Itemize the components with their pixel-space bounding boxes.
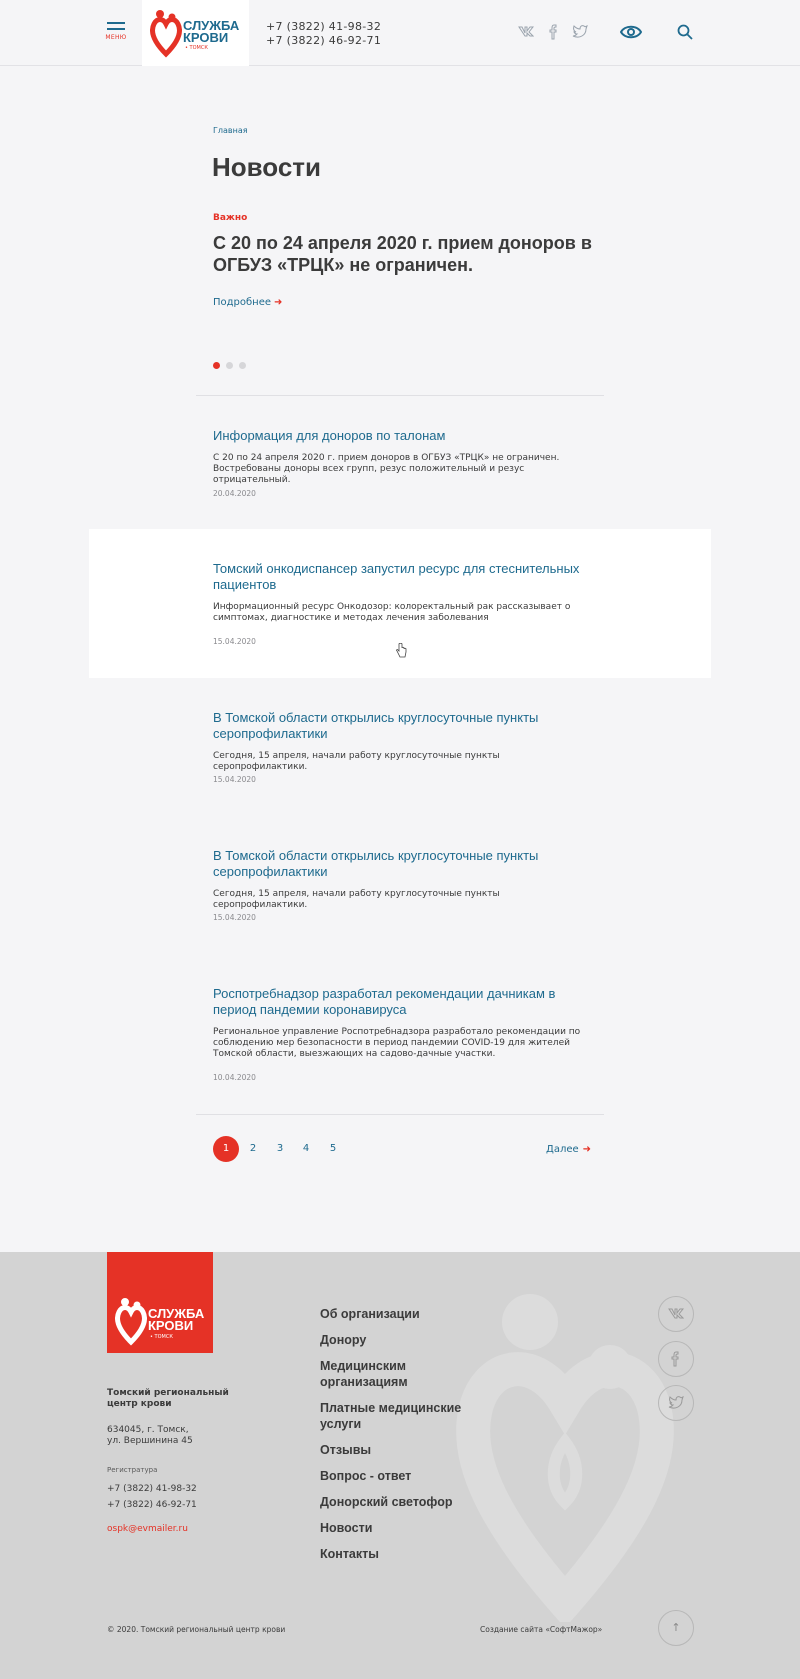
news-title[interactable]: Томский онкодиспансер запустил ресурс для стеснительных пациентов [213,561,580,592]
arrow-up-icon: ↑ [671,1621,681,1634]
org-name: Томский региональный центр крови [107,1388,229,1409]
scroll-up-button[interactable] [658,1610,694,1646]
phone-1[interactable]: +7 (3822) 41-98-32 [266,20,382,33]
footer-email[interactable]: ospk@evmailer.ru [107,1524,188,1534]
page-title: Новости [212,152,322,182]
news-text: Региональное управление Роспотребнадзора разработало рекомендации по соблюдению мер безопасности в период пандемии COVID-19 для жителей Томской области, выезжающих на садово-дачные участки. [213,1027,581,1059]
hamburger-icon-bar [107,28,125,30]
vk-icon[interactable] [518,24,534,38]
twitter-icon[interactable] [572,24,588,38]
breadcrumb[interactable]: Главная [213,126,248,135]
footer-phone-1[interactable]: +7 (3822) 41-98-32 [107,1484,197,1494]
heart-logo-icon [115,1296,147,1346]
facebook-icon [668,1351,684,1367]
eye-icon[interactable] [620,24,642,40]
footer-nav-about[interactable]: Об организации [320,1307,420,1321]
news-title[interactable]: В Томской области открылись круглосуточные пункты серопрофилактики [213,710,539,741]
address [107,1425,237,1447]
footer-nav-faq[interactable]: Вопрос - ответ [320,1469,412,1483]
address-line1: 634045, г. Томск, [107,1425,189,1435]
footer-phones [107,1481,197,1513]
header-phones [266,20,381,48]
footer-nav-donor-lights[interactable]: Донорский светофор [320,1495,453,1509]
arrow-right-icon: ➜ [274,297,283,308]
hamburger-icon [107,22,125,24]
news-date: 10.04.2020 [213,1073,256,1082]
news-date: 15.04.2020 [213,637,256,646]
phone-2[interactable]: +7 (3822) 46-92-71 [266,34,382,47]
footer-twitter-button[interactable] [658,1385,694,1421]
site-footer [0,1252,800,1679]
page-4[interactable]: 4 [302,1143,310,1154]
more-link-label: Подробнее [213,297,272,308]
next-page-label: Далее [546,1144,579,1155]
news-date: 20.04.2020 [213,489,256,498]
footer-logo[interactable] [107,1252,213,1353]
news-item-hovered[interactable] [89,529,711,678]
footer-nav-contacts[interactable]: Контакты [320,1547,379,1561]
facebook-icon[interactable] [548,24,560,40]
footer-nav [320,1306,490,1572]
page-3[interactable]: 3 [276,1143,284,1154]
menu-button[interactable] [104,22,128,41]
footer-logo-line1: СЛУЖБА [148,1306,205,1321]
arrow-right-icon: ➜ [582,1144,592,1155]
news-item [0,816,800,954]
registry-label: Регистратура [107,1466,158,1474]
news-title[interactable]: Информация для доноров по талонам [213,428,446,443]
vk-icon [668,1306,684,1320]
footer-phone-2[interactable]: +7 (3822) 46-92-71 [107,1500,197,1510]
logo-city: • ТОМСК [185,45,208,51]
footer-logo-line2: КРОВИ [148,1318,194,1333]
news-text: Информационный ресурс Онкодозор: колоректальный рак рассказывает о симптомах, диагностике и методах лечения заболевания [213,602,571,623]
twitter-icon [668,1395,684,1409]
news-date: 15.04.2020 [213,913,256,922]
footer-facebook-button[interactable] [658,1341,694,1377]
heart-logo-icon [150,8,182,58]
footer-nav-news[interactable]: Новости [320,1521,373,1535]
site-header [0,0,800,66]
footer-nav-donor[interactable]: Донору [320,1333,367,1347]
page-2[interactable]: 2 [249,1143,257,1154]
news-text: Сегодня, 15 апреля, начали работу круглосуточные пункты серопрофилактики. [213,889,500,910]
page-5[interactable]: 5 [329,1143,337,1154]
slider-title[interactable]: С 20 по 24 апреля 2020 г. прием доноров в ОГБУЗ «ТРЦК» не ограничен. [213,233,592,275]
news-text: С 20 по 24 апреля 2020 г. прием доноров в ОГБУЗ «ТРЦК» не ограничен. Востребованы доноры всех групп, резус положительный и резус отрицательный. [213,453,560,485]
divider [196,1114,604,1115]
more-link[interactable] [213,297,282,308]
slider-dots [213,354,252,373]
search-icon[interactable] [677,24,693,40]
next-page-link[interactable] [546,1144,591,1155]
footer-logo-city: • ТОМСК [150,1334,173,1340]
slider-dot-2[interactable] [226,362,233,369]
news-text: Сегодня, 15 апреля, начали работу круглосуточные пункты серопрофилактики. [213,751,500,772]
news-date: 15.04.2020 [213,775,256,784]
slider-dot-3[interactable] [239,362,246,369]
address-line2: ул. Вершинина 45 [107,1436,193,1446]
page-1[interactable]: 1 [213,1136,239,1162]
news-title[interactable]: В Томской области открылись круглосуточные пункты серопрофилактики [213,848,539,879]
news-item [0,395,800,525]
footer-nav-medical-orgs[interactable]: Медицинским организациям [320,1359,408,1389]
footer-nav-paid-services[interactable]: Платные медицинские услуги [320,1401,462,1431]
hand-cursor-icon [395,643,407,659]
news-item [0,678,800,816]
footer-vk-button[interactable] [658,1296,694,1332]
logo-text [183,20,239,44]
logo-line1: СЛУЖБА [183,18,240,33]
logo-line2: КРОВИ [183,30,229,45]
news-title[interactable]: Роспотребнадзор разработал рекомендации дачникам в период пандемии коронавируса [213,986,556,1017]
footer-logo-text [148,1308,204,1332]
site-creator-link[interactable]: Создание сайта «СофтМажор» [480,1625,603,1634]
site-logo[interactable] [142,0,249,66]
copyright: © 2020. Томский региональный центр крови [107,1625,286,1634]
slider-tag: Важно [213,213,248,223]
menu-label: МЕНЮ [105,34,127,41]
news-item [0,954,800,1114]
slider-dot-1[interactable] [213,362,220,369]
footer-nav-reviews[interactable]: Отзывы [320,1443,372,1457]
